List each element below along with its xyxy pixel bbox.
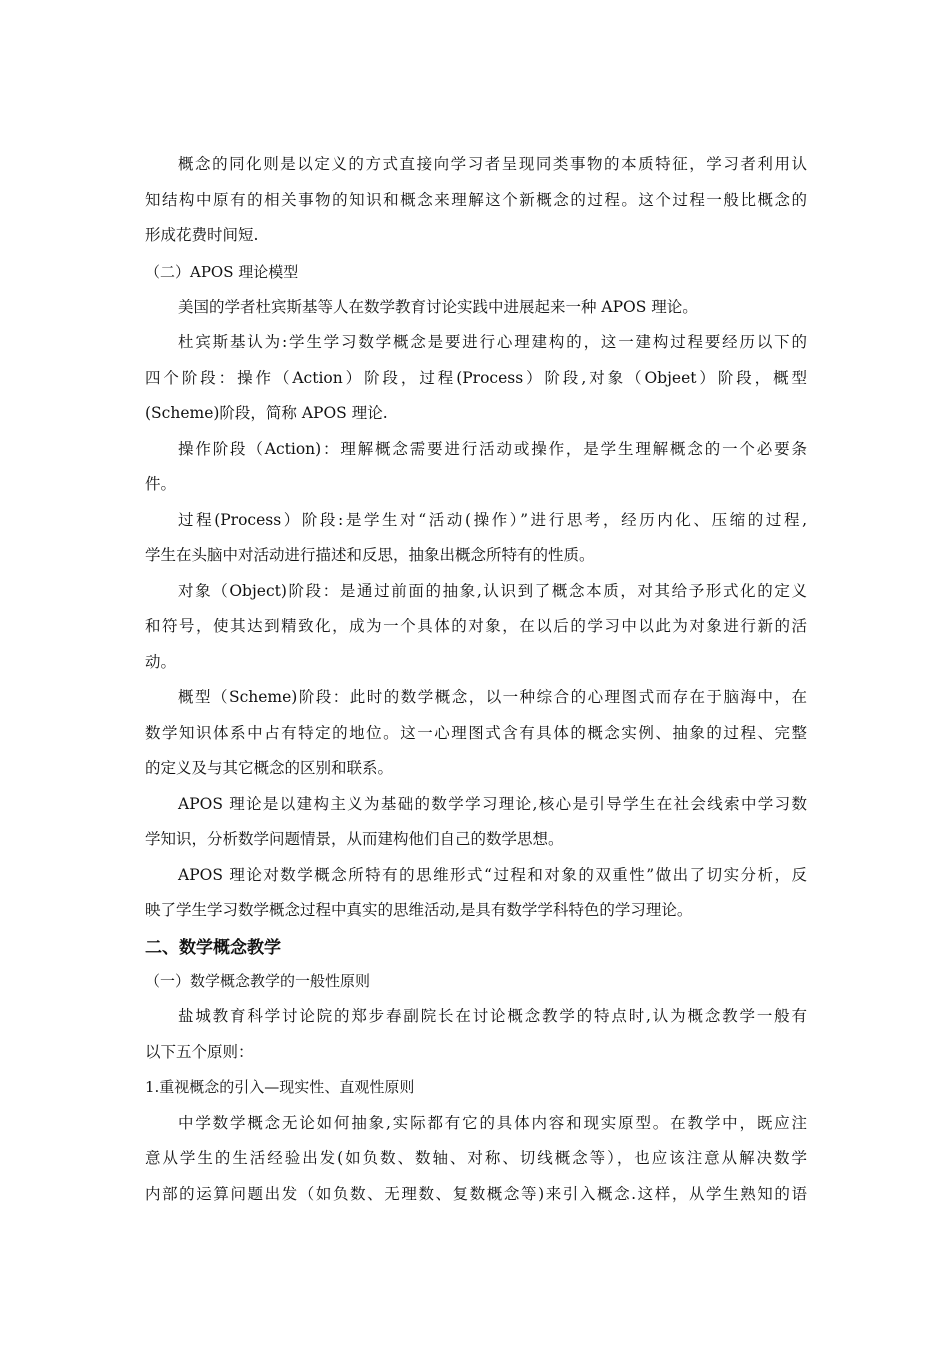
paragraph-scheme-stage-line-2: 数学知识体系中占有特定的地位。这一心理图式含有具体的概念实例、抽象的过程、完整 [145, 724, 807, 742]
paragraph-assimilation-line-1: 概念的同化则是以定义的方式直接向学习者呈现同类事物的本质特征，学习者利用认 [178, 155, 807, 173]
paragraph-four-stages-line-1: 杜宾斯基认为:学生学习数学概念是要进行心理建构的，这一建构过程要经历以下的 [178, 333, 807, 351]
paragraph-apos-duality-line-2: 映了学生学习数学概念过程中真实的思维活动,是具有数学学科特色的学习理论。 [145, 901, 693, 919]
paragraph-apos-duality-line-1: APOS 理论对数学概念所特有的思维形式“过程和对象的双重性”做出了切实分析，反 [178, 866, 807, 884]
paragraph-concept-introduction-line-3: 内部的运算问题出发（如负数、无理数、复数概念等)来引入概念.这样，从学生熟知的语 [145, 1185, 807, 1203]
list-item-principle-1: 1.重视概念的引入—现实性、直观性原则 [145, 1078, 415, 1096]
paragraph-process-stage-line-1: 过程(Process）阶段:是学生对“活动(操作）”进行思考，经历内化、压缩的过程, [178, 511, 807, 529]
paragraph-four-stages-line-2: 四个阶段：操作（Action）阶段，过程(Process）阶段,对象（Objeet）阶段，概型 [145, 369, 807, 387]
paragraph-concept-introduction-line-1: 中学数学概念无论如何抽象,实际都有它的具体内容和现实原型。在教学中，既应注 [178, 1114, 807, 1132]
paragraph-scheme-stage-line-3: 的定义及与其它概念的区别和联系。 [145, 759, 394, 777]
paragraph-assimilation-line-2: 知结构中原有的相关事物的知识和概念来理解这个新概念的过程。这个过程一般比概念的 [145, 191, 807, 209]
section-heading-concept-teaching: 二、数学概念教学 [145, 938, 281, 958]
paragraph-action-stage-line-1: 操作阶段（Action)：理解概念需要进行活动或操作，是学生理解概念的一个必要条 [178, 440, 807, 458]
paragraph-object-stage-line-1: 对象（Object)阶段：是通过前面的抽象,认识到了概念本质，对其给予形式化的定义 [178, 582, 807, 600]
paragraph-process-stage-line-2: 学生在头脑中对活动进行描述和反思，抽象出概念所特有的性质。 [145, 546, 595, 564]
paragraph-object-stage-line-2: 和符号，使其达到精致化，成为一个具体的对象，在以后的学习中以此为对象进行新的活 [145, 617, 807, 635]
paragraph-apos-constructivism-line-1: APOS 理论是以建构主义为基础的数学学习理论,核心是引导学生在社会线索中学习数 [178, 795, 807, 813]
paragraph-five-principles-line-2: 以下五个原则： [145, 1043, 254, 1061]
paragraph-scheme-stage-line-1: 概型（Scheme)阶段：此时的数学概念，以一种综合的心理图式而存在于脑海中，在 [178, 688, 807, 706]
paragraph-object-stage-line-3: 动。 [145, 653, 177, 671]
paragraph-five-principles-line-1: 盐城教育科学讨论院的郑步春副院长在讨论概念教学的特点时,认为概念教学一般有 [178, 1007, 807, 1025]
paragraph-four-stages-line-3: (Scheme)阶段，简称 APOS 理论. [145, 404, 388, 422]
paragraph-apos-origin: 美国的学者杜宾斯基等人在数学教育讨论实践中进展起来一种 APOS 理论。 [178, 298, 698, 316]
paragraph-concept-introduction-line-2: 意从学生的生活经验出发(如负数、数轴、对称、切线概念等），也应该注意从解决数学 [145, 1149, 807, 1167]
subheading-apos-model: （二）APOS 理论模型 [145, 263, 299, 281]
paragraph-apos-constructivism-line-2: 学知识，分析数学问题情景，从而建构他们自己的数学思想。 [145, 830, 564, 848]
paragraph-assimilation-line-3: 形成花费时间短. [145, 226, 259, 244]
subheading-general-principles: （一）数学概念教学的一般性原则 [145, 972, 371, 990]
paragraph-action-stage-line-2: 件。 [145, 475, 177, 493]
